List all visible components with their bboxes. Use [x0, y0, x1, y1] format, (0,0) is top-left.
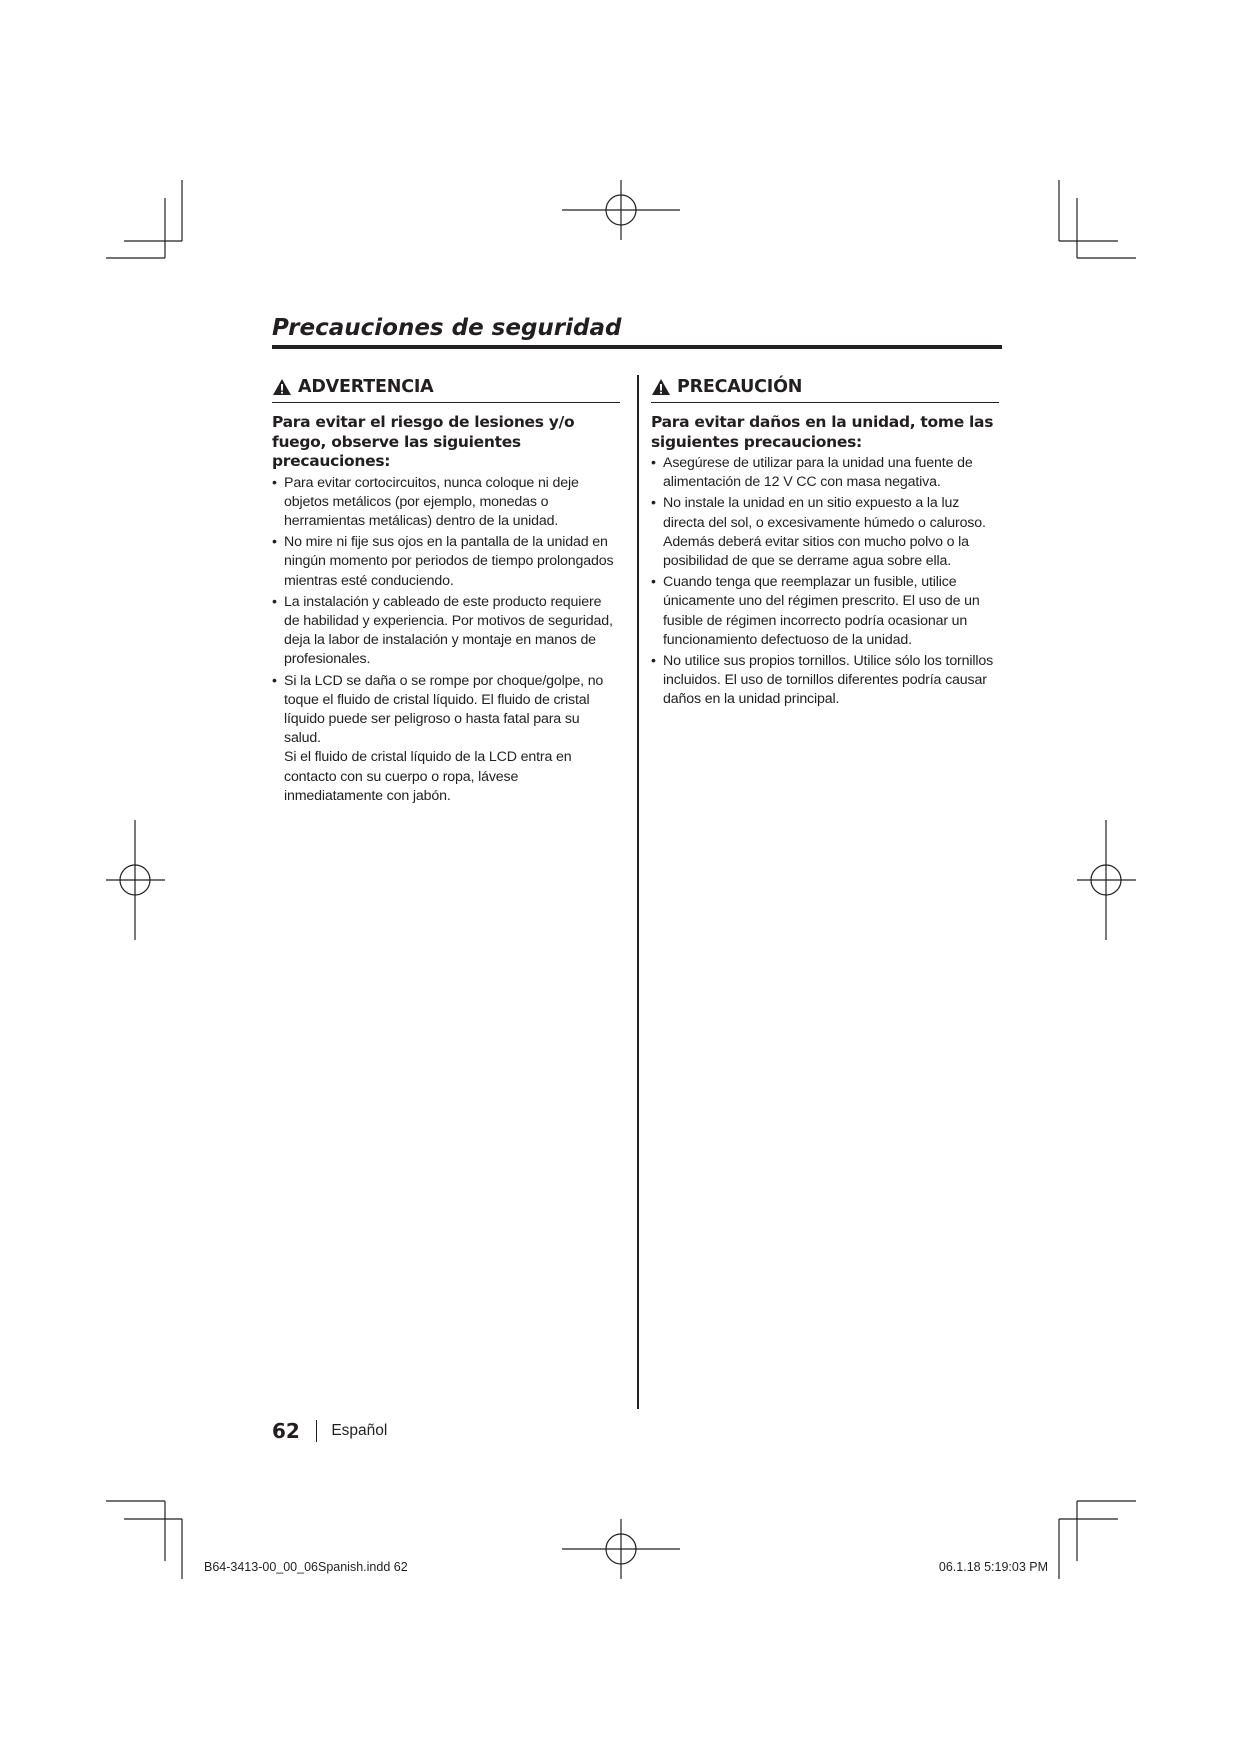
slug-timestamp: 06.1.18 5:19:03 PM: [938, 1560, 1048, 1574]
warning-heading-text: ADVERTENCIA: [298, 377, 434, 397]
caution-list: [651, 454, 999, 710]
footer-separator: [316, 1420, 318, 1442]
list-item: • Para evitar cortocircuitos, nunca coloque ni deje objetos metálicos (por ejemplo, monedas o herramientas metálicas) dentro de la unidad.: [272, 474, 579, 529]
warning-column: [272, 375, 620, 808]
warning-triangle-icon: [272, 378, 292, 396]
page-footer: [272, 1418, 387, 1444]
page-language: Español: [331, 1422, 388, 1439]
caution-column: [651, 375, 999, 712]
caution-heading-text: PRECAUCIÓN: [677, 377, 803, 397]
list-item: • No mire ni fije sus ojos en la pantalla de la unidad en ningún momento por periodos de tiempo prolongados mientras esté conduciendo.: [272, 534, 614, 589]
warning-list: [272, 474, 620, 806]
warning-subheading: Para evitar el riesgo de lesiones y/o fuego, observe las siguientes precauciones:: [272, 413, 575, 470]
caution-subheading: Para evitar daños en la unidad, tome las siguientes precauciones:: [651, 413, 994, 451]
slug-filename: B64-3413-00_00_06Spanish.indd 62: [204, 1560, 408, 1574]
warning-heading: [272, 375, 620, 403]
list-item: • La instalación y cableado de este producto requiere de habilidad y experiencia. Por motivos de seguridad, deja la labor de instalación y montaje en manos de profesionales.: [272, 593, 613, 668]
list-item-note: Si el fluido de cristal líquido de la LCD entra en contacto con su cuerpo o ropa, lávese inmediatamente con jabón.: [284, 749, 572, 804]
column-divider: [637, 375, 639, 1409]
list-item: • No utilice sus propios tornillos. Utilice sólo los tornillos incluidos. El uso de tornillos diferentes podría causar daños en la unidad principal.: [651, 653, 994, 708]
page-title: Precauciones de seguridad: [272, 315, 622, 341]
list-item: • Asegúrese de utilizar para la unidad una fuente de alimentación de 12 V CC con masa negativa.: [651, 455, 973, 491]
list-item: • Si la LCD se daña o se rompe por choque/golpe, no toque el fluido de cristal líquido. El fluido de cristal líquido puede ser peligroso o hasta fatal para su salud. Si el fluido de cristal líquido de la LCD entra en contacto con su cuerpo o ropa, lávese inmediatamente con jabón.: [272, 672, 620, 806]
warning-triangle-icon: [651, 378, 671, 396]
title-rule: [272, 345, 1002, 349]
list-item: • No instale la unidad en un sitio expuesto a la luz directa del sol, o excesivamente húmedo o caluroso. Además deberá evitar sitios con mucho polvo o la posibilidad de que se derrame agua sobre ella.: [651, 495, 986, 570]
caution-heading: [651, 375, 999, 403]
list-item: • Cuando tenga que reemplazar un fusible, utilice únicamente uno del régimen prescrito. El uso de un fusible de régimen incorrecto podría ocasionar un funcionamiento defectuoso de la unidad.: [651, 574, 980, 648]
page-number: 62: [272, 1419, 300, 1443]
